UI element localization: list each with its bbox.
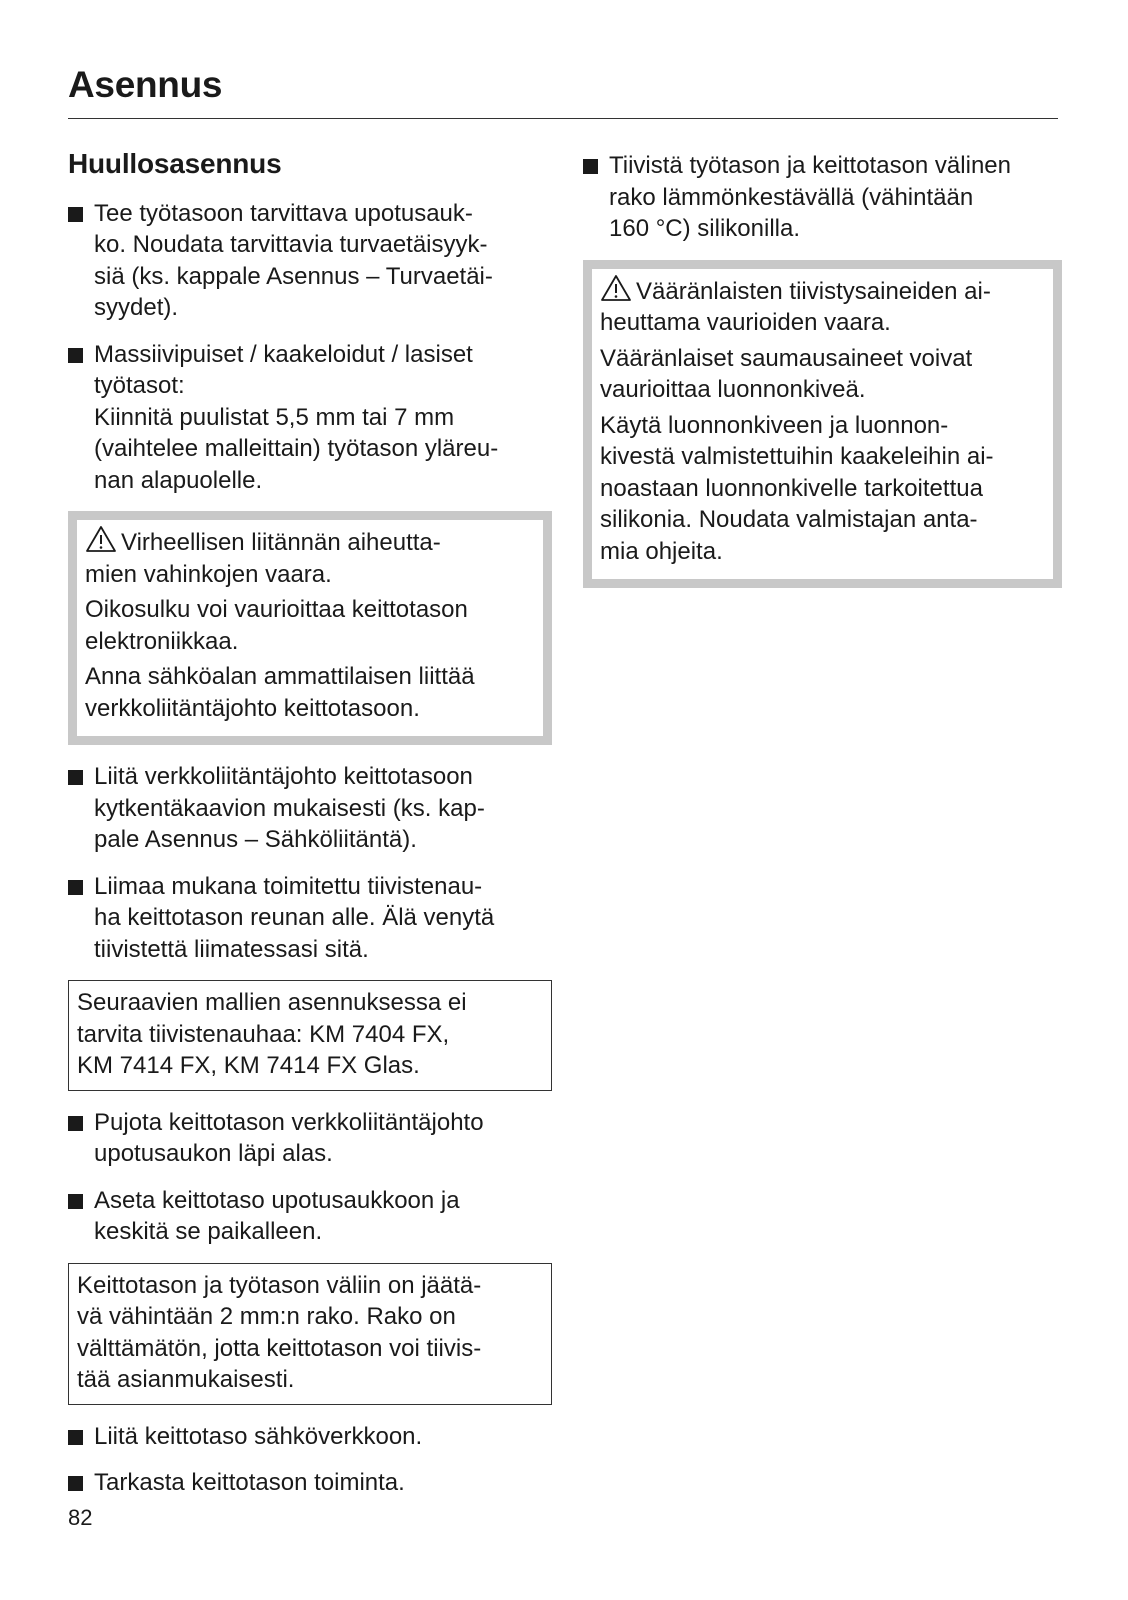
list-item-text: Pujota keittotason verkkoliitäntäjohto upotusaukon läpi alas. [94, 1108, 484, 1167]
warning-text: Anna sähköalan ammattilaisen liittää verkkoliitäntäjohto keittotasoon. [85, 663, 475, 722]
list-item-text: Aseta keittotaso upotusaukkoon ja keskitä se paikalleen. [94, 1186, 460, 1245]
section-title: Huullosasennus [68, 148, 282, 179]
list-item [583, 150, 1062, 245]
square-bullet-icon [68, 1194, 83, 1209]
page-number: 82 [68, 1505, 93, 1530]
square-bullet-icon [68, 348, 83, 363]
list-item [68, 871, 552, 966]
list-item [68, 1467, 552, 1499]
square-bullet-icon [68, 770, 83, 785]
list-item [68, 761, 552, 856]
square-bullet-icon [68, 207, 83, 222]
warning-heading: Virheellisen liitännän aiheutta- mien vahinkojen vaara. [85, 529, 441, 588]
warning-box [583, 260, 1062, 589]
left-column [68, 140, 552, 1514]
warning-text: Käytä luonnonkiveen ja luonnon- kivestä valmistettuihin kaakeleihin ai- noastaan luonnonkivelle tarkoitettua silikonia. Noudata valmistajan anta- mia ohjeita. [600, 411, 994, 565]
list-item [68, 1421, 552, 1453]
note-box: Keittotason ja työtason väliin on jäätä- vä vähintään 2 mm:n rako. Rako on välttämätön, jotta keittotason voi tiivis- tää asianmukaisesti. [68, 1263, 552, 1405]
title-divider [68, 118, 1058, 119]
list-item [68, 1185, 552, 1248]
list-item-text: Tee työtasoon tarvittava upotusauk- ko. Noudata tarvittavia turvaetäisyyk- siä (ks. kappale Asennus – Turvaetäi- syydet). [94, 199, 493, 321]
square-bullet-icon [68, 1476, 83, 1491]
square-bullet-icon [583, 159, 598, 174]
warning-heading-row [600, 274, 1041, 339]
list-item [68, 339, 552, 497]
list-item-text: Liitä keittotaso sähköverkkoon. [94, 1422, 423, 1450]
square-bullet-icon [68, 1430, 83, 1445]
note-box: Seuraavien mallien asennuksessa ei tarvita tiivistenauhaa: KM 7404 FX, KM 7414 FX, KM 7414 FX Glas. [68, 980, 552, 1091]
list-item [68, 1107, 552, 1170]
warning-text: Oikosulku voi vaurioittaa keittotason elektroniikkaa. [85, 596, 468, 655]
list-item-text: Liitä verkkoliitäntäjohto keittotasoon kytkentäkaavion mukaisesti (ks. kap- pale Asennus – Sähköliitäntä). [94, 763, 485, 853]
warning-text: Vääränlaiset saumausaineet voivat vaurioittaa luonnonkiveä. [600, 344, 973, 403]
warning-triangle-icon [85, 525, 117, 553]
warning-box [68, 511, 552, 745]
list-item-text: Tarkasta keittotason toiminta. [94, 1469, 405, 1496]
warning-triangle-icon [600, 274, 632, 302]
page-title: Asennus [68, 64, 223, 105]
warning-heading-row [85, 525, 531, 590]
list-item-text: Liimaa mukana toimitettu tiivistenau- ha keittotason reunan alle. Älä venytä tiivistettä liimatessasi sitä. [94, 872, 495, 963]
right-column [583, 150, 1062, 604]
list-item-text: Massiivipuiset / kaakeloidut / lasiset työtasot: Kiinnitä puulistat 5,5 mm tai 7 mm (vaihtelee malleittain) työtason yläreu- nan alapuolelle. [94, 340, 499, 494]
square-bullet-icon [68, 880, 83, 895]
square-bullet-icon [68, 1116, 83, 1131]
list-item [68, 198, 552, 324]
warning-heading: Vääränlaisten tiivistysaineiden ai- heuttama vaurioiden vaara. [600, 277, 991, 336]
list-item-text: Tiivistä työtason ja keittotason välinen rako lämmönkestävällä (vähintään 160 °C) silikonilla. [609, 152, 1011, 242]
